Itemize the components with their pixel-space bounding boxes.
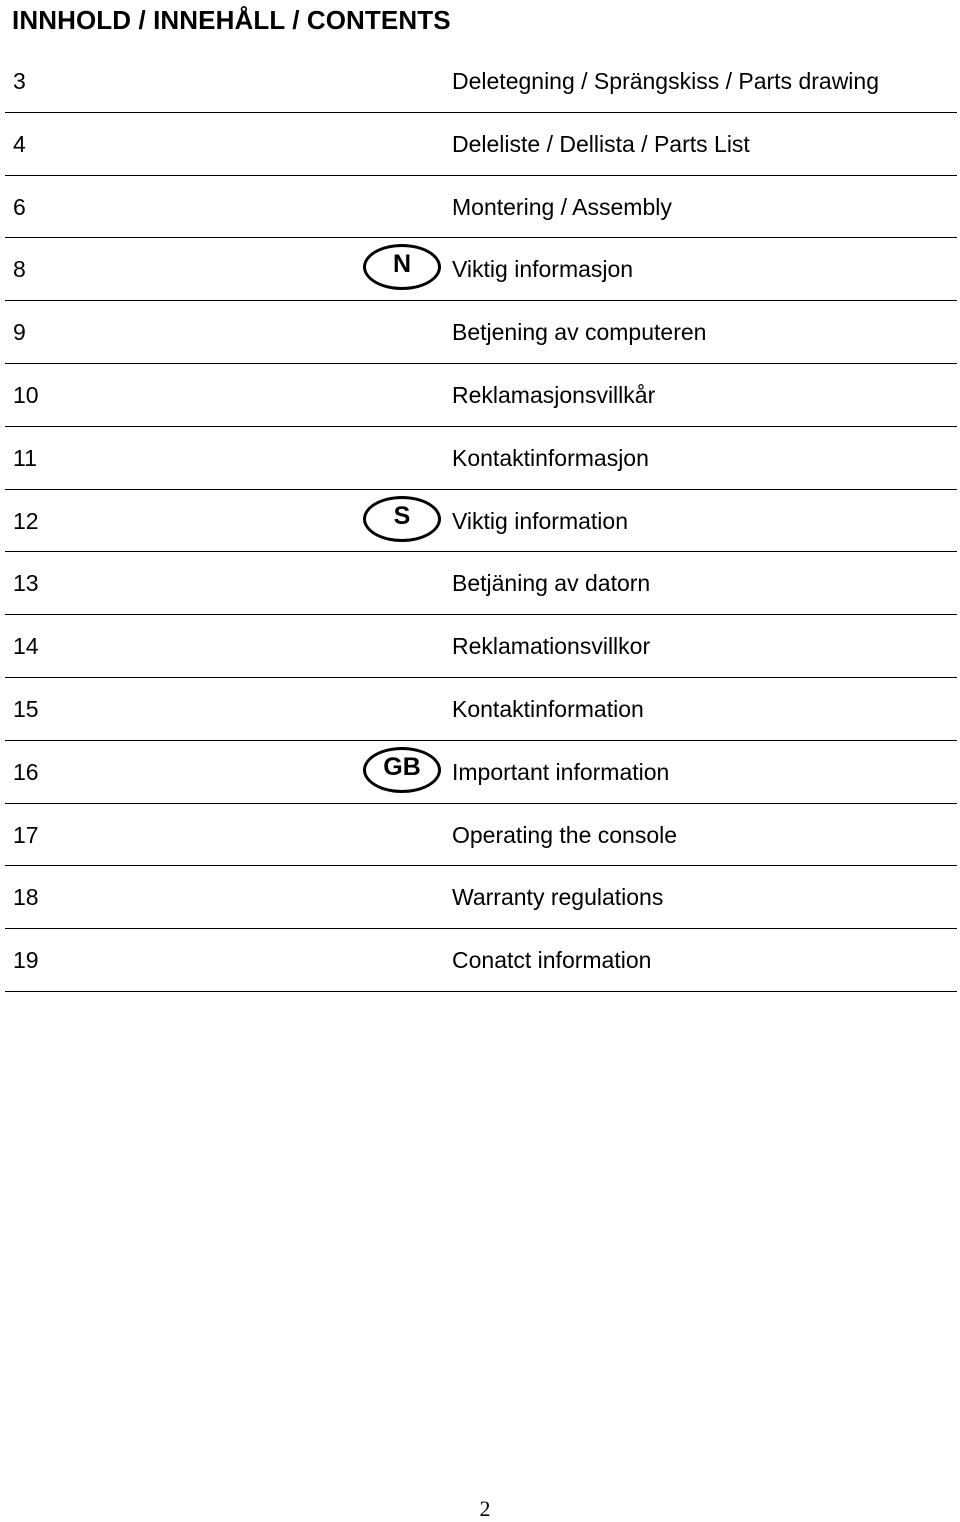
toc-entry-text: Reklamationsvillkor — [452, 633, 651, 660]
country-badge-sweden: S — [363, 496, 441, 542]
toc-row — [5, 364, 957, 427]
toc-page-number: 11 — [13, 444, 37, 471]
toc-row — [5, 176, 957, 239]
toc-page-number: 14 — [13, 633, 39, 660]
toc-row — [5, 678, 957, 741]
toc-page-number: 15 — [13, 695, 39, 722]
toc-entry-text: Betjening av computeren — [452, 319, 707, 346]
toc-entry-text: Deletegning / Sprängskiss / Parts drawing — [452, 68, 879, 94]
toc-row — [5, 615, 957, 678]
page-number: 2 — [479, 1496, 491, 1521]
contents-table — [5, 50, 957, 992]
toc-page-number: 18 — [13, 884, 39, 911]
toc-entry-text: Viktig informasjon — [452, 256, 634, 283]
toc-row — [5, 50, 957, 113]
document-title: INNHOLD / INNEHÅLL / CONTENTS — [12, 5, 451, 35]
toc-row — [5, 301, 957, 364]
toc-entry-text: Reklamasjonsvillkår — [452, 381, 656, 408]
toc-page-number: 12 — [13, 507, 39, 534]
toc-page-number: 4 — [13, 130, 26, 157]
toc-page-number: 3 — [13, 68, 26, 94]
toc-entry-text: Deleliste / Dellista / Parts List — [452, 130, 750, 157]
toc-entry-text: Viktig information — [452, 507, 628, 534]
toc-entry-text: Kontaktinformasjon — [452, 444, 649, 471]
toc-row — [5, 929, 957, 992]
toc-entry-text: Conatct information — [452, 947, 652, 974]
toc-page-number: 10 — [13, 381, 39, 408]
toc-page-number: 8 — [13, 256, 26, 283]
toc-row — [5, 490, 957, 553]
toc-row — [5, 238, 957, 301]
toc-page-number: 6 — [13, 193, 26, 220]
toc-row — [5, 804, 957, 867]
toc-entry-text: Montering / Assembly — [452, 193, 672, 220]
toc-page-number: 9 — [13, 319, 26, 346]
country-badge-great-britain: GB — [363, 747, 441, 793]
toc-row — [5, 427, 957, 490]
toc-page-number: 19 — [13, 947, 39, 974]
toc-row — [5, 741, 957, 804]
toc-entry-text: Kontaktinformation — [452, 695, 644, 722]
toc-entry-text: Warranty regulations — [452, 884, 664, 911]
toc-page-number: 13 — [13, 570, 39, 597]
toc-entry-text: Important information — [452, 758, 670, 785]
toc-entry-text: Operating the console — [452, 821, 678, 848]
toc-row — [5, 552, 957, 615]
toc-entry-text: Betjäning av datorn — [452, 570, 651, 597]
toc-page-number: 17 — [13, 821, 39, 848]
country-badge-norway: N — [363, 244, 441, 290]
toc-row — [5, 866, 957, 929]
toc-row — [5, 113, 957, 176]
toc-page-number: 16 — [13, 758, 39, 785]
